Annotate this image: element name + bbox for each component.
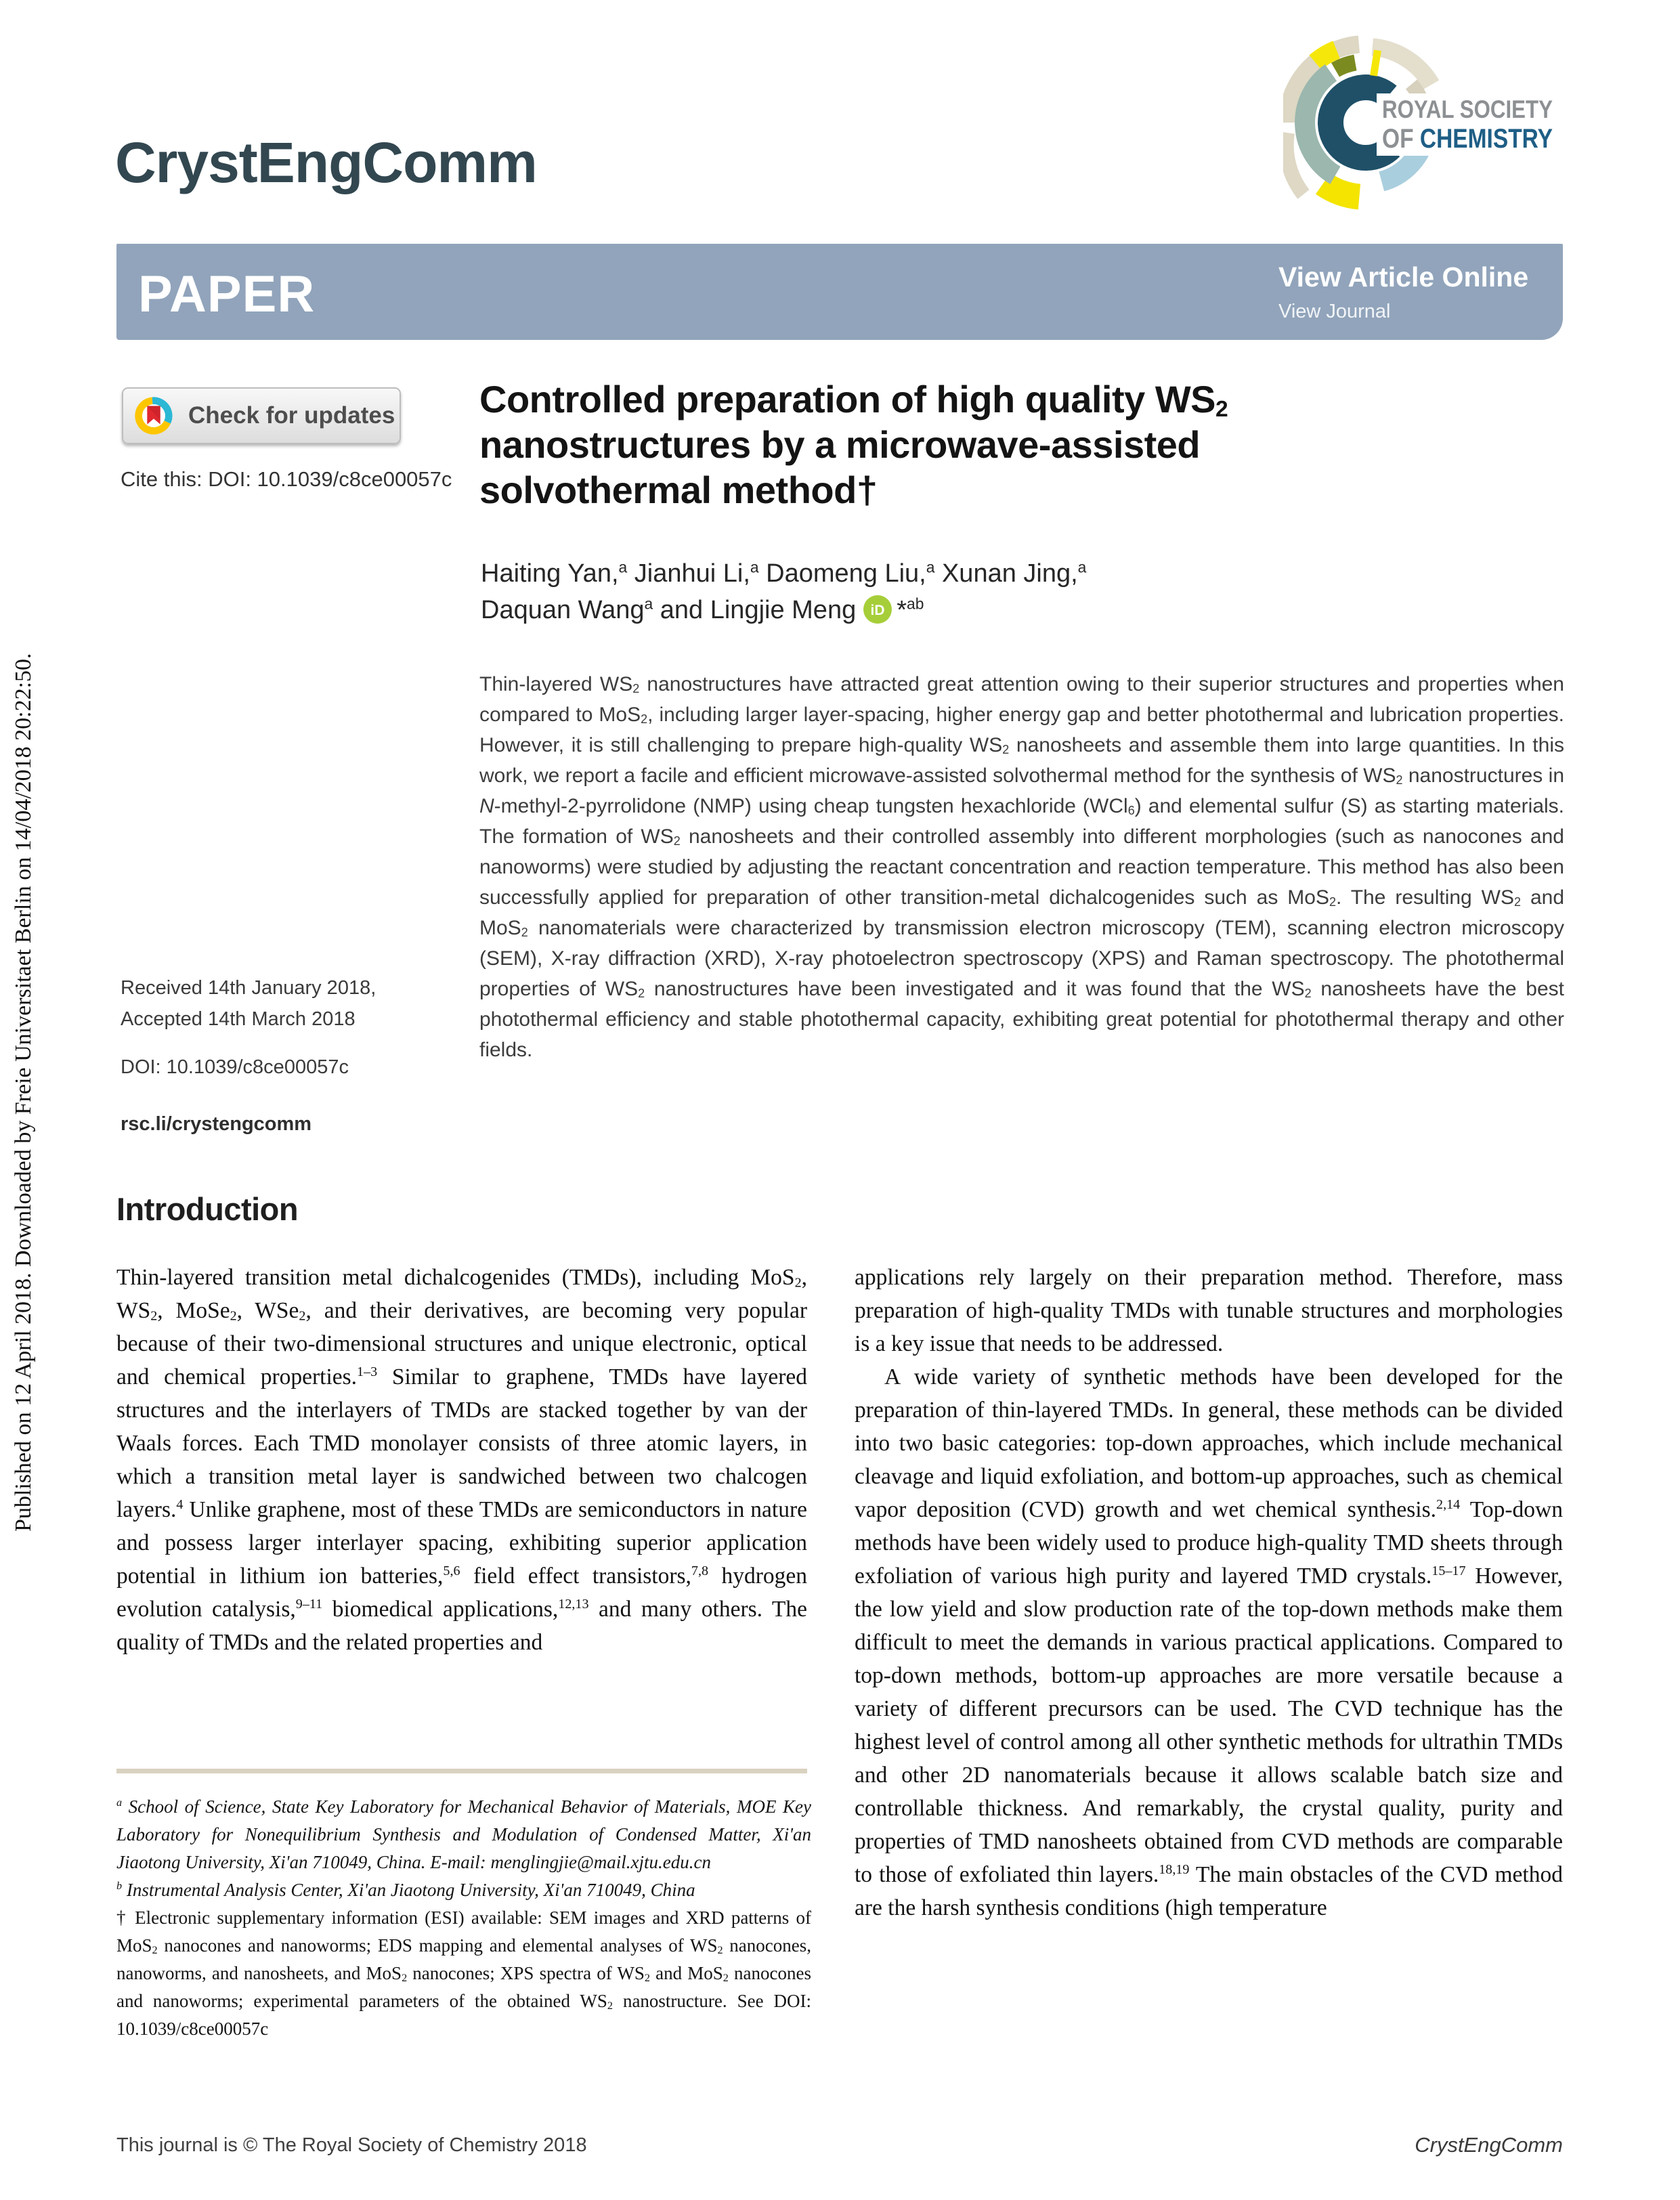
journal-title: CrystEngComm bbox=[115, 131, 537, 194]
logo-arc-yellow-top bbox=[1315, 49, 1336, 62]
author-line-1: Haiting Yan,$^a$ Jianhui Li,$^a$ Daomeng Liu,$^a$ Xunan Jing,$^a$ bbox=[481, 558, 1087, 588]
article-title: Controlled preparation of high quality WS2 nanostructures by a microwave-assisted solvothermal method† bbox=[479, 378, 1228, 511]
intro-paragraph-1: Thin-layered transition metal dichalcogenides (TMDs), including MoS2, WS2, MoSe2, WSe2, and their derivatives, are becoming very popular because of their two-dimensional structures and unique electronic, optical and chemical properties.$^{1-3}$ Similar to graphene, TMDs have layered structures and the interlayers of TMDs are stacked together by van der Waals forces. Each TMD monolayer consists of three atomic layers, in which a transition metal layer is sandwiched between two chalcogen layers.$^4$ Unlike graphene, most of these TMDs are semiconductors in nature and possess larger interlayer spacing, exhibiting superior application potential in lithium ion batteries,$^{5,6}$ field effect transistors,$^{7,8}$ hydrogen evolution catalysis,$^{9-11}$ biomedical applications,$^{12,13}$ and many others. The quality of TMDs and the related properties and bbox=[116, 1265, 807, 1655]
copyright-line: This journal is © The Royal Society of Chemistry 2018 bbox=[116, 2134, 587, 2156]
affiliation-b: $^b$ Instrumental Analysis Center, Xi'an Jiaotong University, Xi'an 710049, China bbox=[116, 1880, 695, 1900]
footer-journal-name: CrystEngComm bbox=[1415, 2133, 1563, 2157]
footnote-divider bbox=[116, 1769, 807, 1773]
view-article-online-link[interactable]: View Article Online bbox=[1278, 261, 1529, 293]
download-stamp: Published on 12 April 2018. Downloaded by Freie Universitaet Berlin on 14/04/2018 20:22:50. bbox=[11, 653, 36, 1532]
footnotes-block bbox=[116, 1793, 811, 2043]
svg-text:iD: iD bbox=[870, 603, 885, 618]
check-for-updates-button[interactable] bbox=[122, 387, 401, 444]
intro-paragraph-1-cont: applications rely largely on their preparation method. Therefore, mass preparation of high-quality TMDs with tunable structures and morphologies is a key issue that needs to be addressed. bbox=[855, 1265, 1563, 1356]
body-column-left bbox=[116, 1261, 807, 1659]
received-line: Received 14th January 2018, bbox=[121, 977, 376, 999]
view-journal-link[interactable]: View Journal bbox=[1278, 301, 1391, 322]
rsc-logo bbox=[1283, 31, 1574, 215]
body-column-right bbox=[855, 1261, 1563, 1924]
journal-url-link[interactable]: rsc.li/crystengcomm bbox=[121, 1113, 312, 1135]
introduction-heading: Introduction bbox=[116, 1191, 299, 1227]
section-type-label: PAPER bbox=[138, 265, 316, 323]
logo-arc-yellow-bottom bbox=[1323, 184, 1360, 197]
doi-line: DOI: 10.1039/c8ce00057c bbox=[121, 1056, 349, 1078]
author-list bbox=[481, 555, 1564, 634]
author-line-2: Daquan Wang$^a$ and Lingjie Meng iD *$^{ab}$ bbox=[481, 592, 1564, 634]
cite-doi-line: Cite this: DOI: 10.1039/c8ce00057c bbox=[121, 467, 452, 491]
esi-footnote: † Electronic supplementary information (ESI) available: SEM images and XRD patterns of MoS2 nanocones and nanoworms; EDS mapping and elemental analyses of WS2 nanocones, nanoworms, and nanosheets, and MoS2 nanocones; XPS spectra of WS2 and MoS2 nanocones and nanoworms; experimental parameters of the obtained WS2 nanostructure. See DOI: 10.1039/c8ce00057c bbox=[116, 1907, 811, 2039]
logo-line2: OF CHEMISTRY bbox=[1382, 124, 1574, 154]
intro-paragraph-2: A wide variety of synthetic methods have been developed for the preparation of thin-layered TMDs. In general, these methods can be divided into two basic categories: top-down approaches, which include mechanical cleavage and liquid exfoliation, and bottom-up approaches, such as chemical vapor deposition (CVD) growth and wet chemical synthesis.$^{2,14}$ Top-down methods have been widely used to produce high-quality TMD sheets through exfoliation of various high purity and layered TMD crystals.$^{15-17}$ However, the low yield and slow production rate of the top-down methods make them difficult to meet the demands in various practical applications. Compared to top-down methods, bottom-up approaches are more versatile because a variety of different precursors can be used. The CVD technique has the highest level of control among all other synthetic methods for ultrathin TMDs and other 2D nanomaterials because it allows scalable batch size and controllable thickness. And remarkably, the crystal quality, purity and properties of TMD nanosheets obtained from CVD methods are comparable to those of exfoliated thin layers.$^{18,19}$ The main obstacles of the CVD method are the harsh synthesis conditions (high temperature bbox=[855, 1364, 1564, 1920]
orcid-icon[interactable] bbox=[863, 595, 892, 634]
affiliation-a: $^a$ School of Science, State Key Laboratory for Mechanical Behavior of Materials, MOE Key Laboratory for Nonequilibrium Synthesis and Modulation of Condensed Matter, Xi'an Jiaotong University, Xi'an 710049, China. E-mail: menglingjie@mail.xjtu.edu.cn bbox=[116, 1796, 811, 1872]
rsc-logo-icon bbox=[1283, 31, 1574, 215]
accepted-line: Accepted 14th March 2018 bbox=[121, 1008, 356, 1030]
logo-yellow-tick bbox=[1370, 49, 1381, 76]
crossmark-icon bbox=[133, 395, 175, 437]
logo-arc-olive bbox=[1335, 62, 1355, 70]
paper-banner bbox=[116, 244, 1563, 340]
abstract-text: Thin-layered WS2 nanostructures have attracted great attention owing to their superior structures and properties when compared to MoS2, including larger layer-spacing, higher energy gap and better photothermal and lubrication properties. However, it is still challenging to prepare high-quality WS2 nanosheets and assemble them into large quantities. In this work, we report a facile and efficient microwave-assisted solvothermal method for the synthesis of WS2 nanostructures in N-methyl-2-pyrrolidone (NMP) using cheap tungsten hexachloride (WCl6) and elemental sulfur (S) as starting materials. The formation of WS2 nanosheets and their controlled assembly into different morphologies (such as nanocones and nanoworms) were studied by adjusting the reactant concentration and reaction temperature. This method has also been successfully applied for preparation of other transition-metal dichalcogenides such as MoS2. The resulting WS2 and MoS2 nanomaterials were characterized by transmission electron microscopy (TEM), scanning electron microscopy (SEM), X-ray diffraction (XRD), X-ray photoelectron spectroscopy (XPS) and Raman spectroscopy. The photothermal properties of WS2 nanostructures have been investigated and it was found that the WS2 nanosheets have the best photothermal efficiency and stable photothermal capacity, exhibiting great potential for photothermal therapy and other fields. bbox=[479, 673, 1565, 1061]
logo-line1: ROYAL SOCIETY bbox=[1382, 95, 1553, 123]
check-for-updates-label: Check for updates bbox=[188, 402, 395, 429]
received-dates bbox=[121, 972, 376, 1035]
